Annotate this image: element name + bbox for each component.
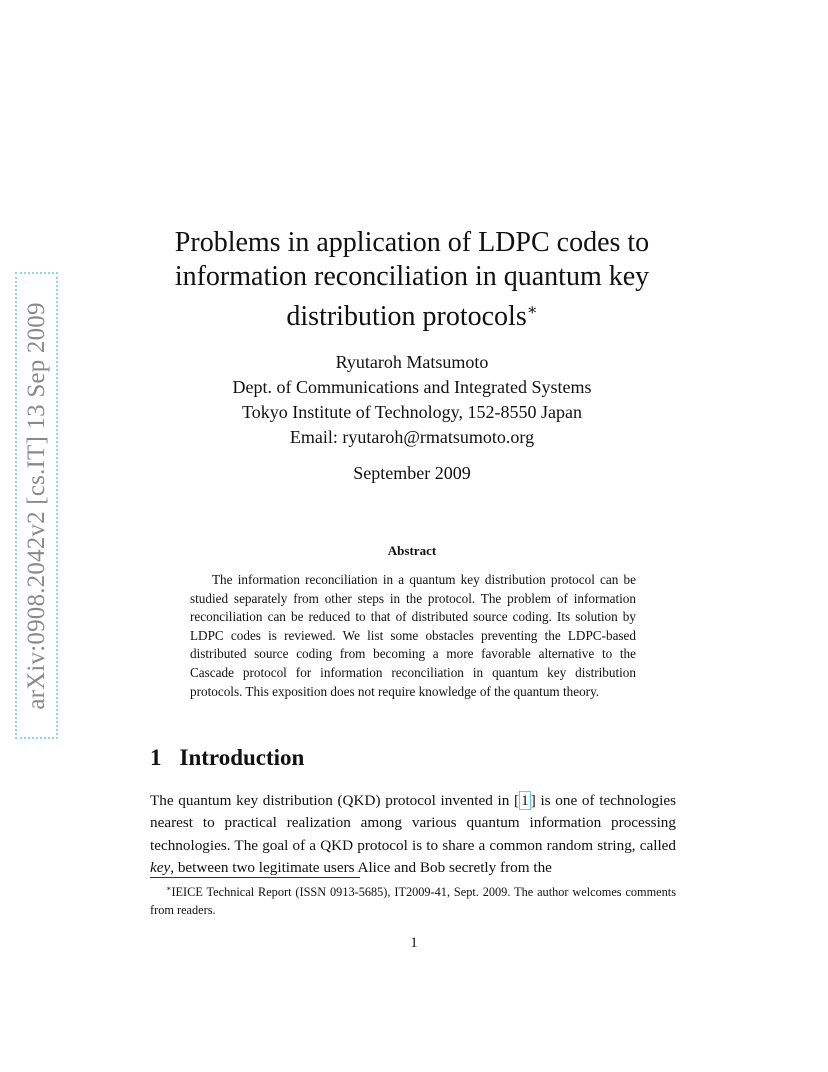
footnote	[150, 880, 676, 919]
arxiv-identifier[interactable]: arXiv:0908.2042v2 [cs.IT] 13 Sep 2009	[22, 301, 50, 710]
paper-title-text: Problems in application of LDPC codes to information reconciliation in quantum key distribution protocols	[174, 227, 650, 332]
publication-date: September 2009	[353, 463, 471, 483]
section-heading	[150, 745, 304, 771]
section-number: 1	[150, 745, 162, 770]
author-block	[140, 350, 684, 450]
intro-text-3: , between two legitimate users Alice and Bob secretly from the	[170, 859, 552, 877]
abstract-text: The information reconciliation in a quantum key distribution protocol can be studied separately from other steps in the protocol. The problem of information reconciliation can be reduced to that of distributed source coding. Its solution by LDPC codes is reviewed. We list some obstacles preventing the LDPC-based distributed source coding from becoming a more favorable alternative to the Cascade protocol for information reconciliation in quantum key distribution protocols. This exposition does not require knowledge of the quantum theory.	[190, 572, 636, 699]
intro-text-1: The quantum key distribution (QKD) protocol invented in [	[150, 792, 520, 809]
footnote-divider	[150, 877, 360, 878]
author-department: Dept. of Communications and Integrated Systems	[232, 377, 592, 397]
section-title: Introduction	[179, 745, 305, 770]
intro-text-2: ] is one of technologies nearest to practical realization among various quantum information processing technologies. The goal of a QKD protocol is to share a common random string, called	[150, 792, 676, 854]
author-institution: Tokyo Institute of Technology, 152-8550 Japan	[242, 402, 582, 422]
paper-title	[140, 226, 684, 334]
abstract-heading: Abstract	[387, 543, 437, 558]
arxiv-identifier-box[interactable]	[15, 272, 58, 739]
footnote-mark: ∗	[166, 884, 172, 893]
title-footnote-mark[interactable]: ∗	[526, 302, 538, 319]
author-email[interactable]: Email: ryutaroh@rmatsumoto.org	[289, 427, 535, 447]
footnote-text: IEICE Technical Report (ISSN 0913-5685), IT2009-41, Sept. 2009. The author welcomes comments from readers.	[150, 885, 676, 918]
page-number: 1	[410, 935, 418, 951]
intro-emphasis: key	[150, 859, 171, 877]
citation-link[interactable]: 1	[521, 792, 529, 809]
author-name: Ryutaroh Matsumoto	[335, 352, 489, 372]
intro-paragraph	[150, 790, 676, 880]
